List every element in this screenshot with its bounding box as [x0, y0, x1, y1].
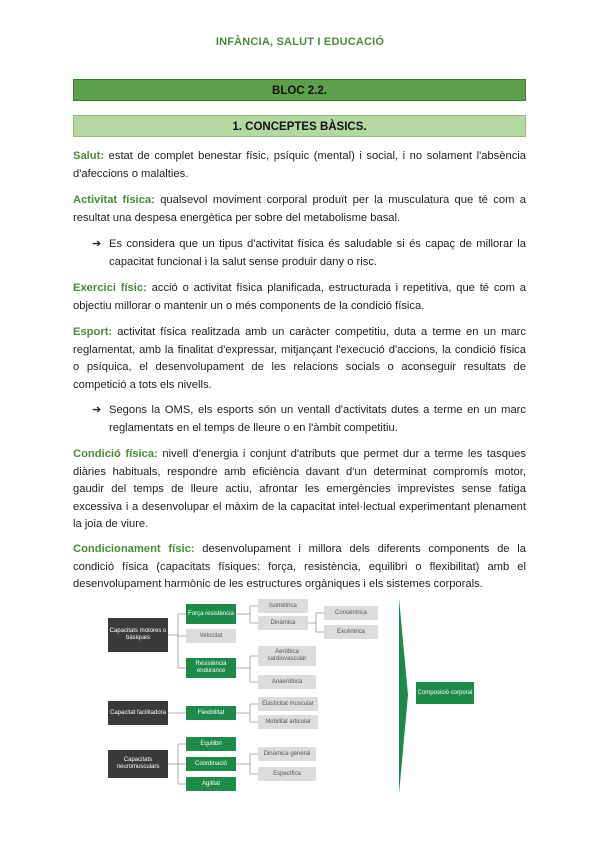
box-resistencia: Resistència endurance: [186, 658, 236, 678]
def-text: qualsevol moviment corporal produït per la musculatura que té com a resultat una despesa energètica per sobre del metabolisme basal.: [73, 194, 526, 224]
def-term: Condició física:: [73, 448, 158, 460]
box-concentrica: Concèntrica: [324, 606, 378, 620]
box-dinamica: Dinàmica: [258, 616, 308, 630]
box-dinamica-general: Dinàmica general: [258, 747, 316, 761]
def-activitat: [73, 192, 526, 227]
box-elasticitat: Elasticitat muscular: [258, 697, 318, 711]
def-salut: [73, 148, 526, 183]
box-anaerobica: Anaeròbica: [258, 675, 316, 689]
def-text: acció o activitat física planificada, estructurada i repetitiva, que té com a objectiu millorar o mantenir un o més components de la condició física.: [73, 282, 526, 312]
def-esport: [73, 324, 526, 394]
note-text: Es considera que un tipus d'activitat física és saludable si és capaç de millorar la capacitat funcional i la salut sense produir dany o risc.: [109, 238, 526, 268]
box-motores: Capacitats motores o bàsiques: [108, 618, 168, 652]
box-excentrica: Excèntrica: [324, 625, 378, 639]
def-text: activitat física realitzada amb un caràcter competitiu, duta a terme en un marc reglamentat, amb la finalitat d'expressar, mitjançant l'execució d'accions, la condició física o psíquica, el desenvolupament de les relacions socials o aconseguir resultats de competició a tots els nivells.: [73, 326, 526, 391]
box-especifica: Específica: [258, 767, 316, 781]
box-facilitadora: Capacitat facilitadora: [108, 701, 168, 725]
box-flexibilitat: Flexibilitat: [186, 706, 236, 720]
def-text: estat de complet benestar físic, psíquic (mental) i social, i no solament l'absència d'afeccions o malalties.: [73, 150, 526, 180]
box-equilibri: Equilibri: [186, 737, 236, 751]
box-forca: Força resistència: [186, 604, 236, 624]
def-term: Exercici físic:: [73, 282, 147, 294]
note-activitat: [92, 236, 526, 271]
page-header: INFÀNCIA, SALUT I EDUCACIÓ: [215, 36, 385, 48]
note-text: Segons la OMS, els esports són un ventall d'activitats dutes a terme en un marc reglamentats en el temps de lleure o en l'àmbit competitiu.: [109, 404, 526, 434]
def-text: desenvolupament i millora dels diferents components de la condició física (capacitats físiques: força, resistència, equilibri o flexibilitat) amb el desenvolupament harmònic de les estructures orgàniques i els sistemes corporals.: [73, 543, 526, 590]
note-esport: [92, 402, 526, 437]
box-coordinacio: Coordinació: [186, 757, 236, 771]
arrow-right-icon: ➔: [92, 238, 102, 250]
arrow-right-icon: ➔: [92, 404, 102, 416]
def-exercici: [73, 280, 526, 315]
box-neuromusculars: Capacitats neuromusculars: [108, 750, 168, 778]
def-text: nivell d'energia i conjunt d'atributs que permet dur a terme les tasques diàries habituals, respondre amb eficiència davant d'un determinat compromís motor, gaudir del temps de lleure actiu, afrontar les emergències imprevistes sense fatiga excessiva i a desenvolupar el màxim de la capacitat intel·lectual experimentant plenament la joia de viure.: [73, 448, 526, 530]
box-velocitat: Velocitat: [186, 629, 236, 643]
box-aerobica: Aeròbica cardiovascular: [258, 646, 316, 666]
box-agilitat: Agilitat: [186, 777, 236, 791]
def-condicio: [73, 446, 526, 534]
def-term: Activitat física:: [73, 194, 155, 206]
def-term: Salut:: [73, 150, 105, 162]
def-term: Condicionament físic:: [73, 543, 195, 555]
box-mobilitat: Mobilitat articular: [258, 715, 318, 729]
capacitats-diagram: [108, 598, 518, 798]
def-condicionament: [73, 541, 526, 594]
bloc-bar: BLOC 2.2.: [73, 79, 526, 101]
def-term: Esport:: [73, 326, 113, 338]
box-isometrica: Isomètrica: [258, 599, 308, 613]
box-composicio: Composició corporal: [416, 682, 474, 704]
section-title: 1. CONCEPTES BÀSICS.: [73, 115, 526, 137]
